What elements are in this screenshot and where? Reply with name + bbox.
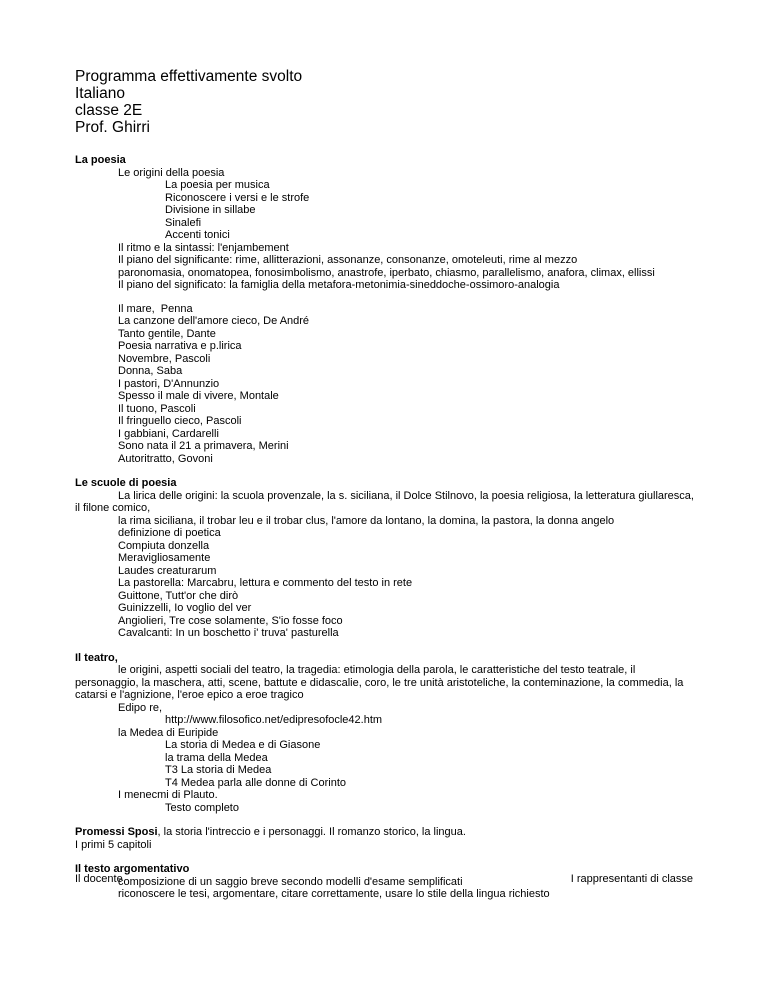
section-poesia xyxy=(75,154,695,465)
list-item: Testo completo xyxy=(165,801,239,814)
list-item: composizione di un saggio breve secondo modelli d'esame semplificati xyxy=(118,875,463,888)
section-description: , la storia l'intreccio e i personaggi. Il romanzo storico, la lingua. xyxy=(157,826,466,838)
section-title-scuole: Le scuole di poesia xyxy=(75,477,177,489)
section-title-poesia: La poesia xyxy=(75,154,126,166)
list-item: Spesso il male di vivere, Montale xyxy=(118,390,279,402)
document-header xyxy=(75,68,695,136)
list-item: Laudes creaturarum xyxy=(118,564,217,577)
list-item: la trama della Medea xyxy=(165,751,268,764)
program-title: Programma effettivamente svolto xyxy=(75,68,303,85)
list-item: I primi 5 capitoli xyxy=(75,838,152,851)
paragraph: le origini, aspetti sociali del teatro, la tragedia: etimologia della parola, le caratteristiche del testo teatrale, il personaggio, la maschera, atti, scene, battute e didascalie, coro, le tre unità aristoteliche, la conteminazione, la commedia, la catarsi e l'agnizione, l'eroe epico a eroe tragico xyxy=(75,664,684,701)
list-item: La poesia per musica xyxy=(165,179,270,191)
list-item: Sono nata il 21 a primavera, Merini xyxy=(118,440,289,452)
list-item: I pastori, D'Annunzio xyxy=(118,377,220,390)
list-item: Il mare, Penna xyxy=(118,302,193,315)
list-item: I menecmi di Plauto. xyxy=(118,789,218,801)
list-item: Il tuono, Pascoli xyxy=(118,402,196,415)
subject-label: Italiano xyxy=(75,85,125,102)
document-page xyxy=(75,68,695,901)
list-item: Divisione in sillabe xyxy=(165,204,256,216)
signature-footer xyxy=(75,873,693,885)
list-item: riconoscere le tesi, argomentare, citare correttamente, usare lo stile della lingua richiesto xyxy=(118,888,550,900)
list-item: Sinalefi xyxy=(165,216,202,229)
list-item: Guittone, Tutt'or che dirò xyxy=(118,589,239,602)
list-item: la Medea di Euripide xyxy=(118,726,219,739)
list-item: definizione di poetica xyxy=(118,527,221,539)
list-item: la rima siciliana, il trobar leu e il trobar clus, l'amore da lontano, la domina, la pastora, la donna angelo xyxy=(118,514,615,527)
section-title-argomentativo: Il testo argomentativo xyxy=(75,863,190,875)
section-title-teatro: Il teatro, xyxy=(75,651,118,664)
list-item: La canzone dell'amore cieco, De André xyxy=(118,315,310,327)
list-item: Cavalcanti: In un boschetto i' truva' pasturella xyxy=(118,627,339,639)
paragraph: La lirica delle origini: la scuola provenzale, la s. siciliana, il Dolce Stilnovo, la poesia religiosa, la letteratura giullaresca, il filone comico, xyxy=(75,489,694,514)
class-label: classe 2E xyxy=(75,102,143,119)
section-scuole xyxy=(75,477,695,640)
teacher-label: Prof. Ghirri xyxy=(75,119,150,136)
list-item: Guinizzelli, Io voglio del ver xyxy=(118,602,252,614)
list-item: Angiolieri, Tre cose solamente, S'io fosse foco xyxy=(118,614,343,627)
list-item: Meravigliosamente xyxy=(118,552,211,564)
list-item: Le origini della poesia xyxy=(118,166,225,179)
list-item: I gabbiani, Cardarelli xyxy=(118,427,219,440)
list-item: La pastorella: Marcabru, lettura e commento del testo in rete xyxy=(118,577,413,589)
list-item: Tanto gentile, Dante xyxy=(118,327,216,340)
list-item: Autoritratto, Govoni xyxy=(118,452,213,465)
list-item: Riconoscere i versi e le strofe xyxy=(165,191,310,204)
list-item: Novembre, Pascoli xyxy=(118,352,211,365)
list-item: Edipo re, xyxy=(118,701,163,714)
teacher-signature-label: Il docente xyxy=(75,873,123,885)
representatives-signature-label: I rappresentanti di classe xyxy=(570,873,693,885)
list-item: Compiuta donzella xyxy=(118,539,210,552)
list-item: Poesia narrativa e p.lirica xyxy=(118,340,242,352)
section-teatro xyxy=(75,652,695,815)
list-item: T4 Medea parla alle donne di Corinto xyxy=(165,776,347,789)
section-promessi-sposi xyxy=(75,826,695,851)
list-item: Il fringuello cieco, Pascoli xyxy=(118,415,242,427)
list-item: Accenti tonici xyxy=(165,229,230,241)
list-item: Donna, Saba xyxy=(118,365,183,377)
section-title-promessi-sposi: Promessi Sposi xyxy=(75,826,158,838)
list-item: Il piano del significato: la famiglia della metafora-metonimia-sineddoche-ossimoro-analogia xyxy=(118,279,560,291)
list-item: Il piano del significante: rime, allitterazioni, assonanze, consonanze, omoteleuti, rime al mezzo xyxy=(118,254,578,266)
list-item: Il ritmo e la sintassi: l'enjambement xyxy=(118,241,289,254)
list-item: paronomasia, onomatopea, fonosimbolismo, anastrofe, iperbato, chiasmo, parallelismo, anafora, climax, ellissi xyxy=(118,266,655,279)
url-link[interactable]: http://www.filosofico.net/edipresofocle42.htm xyxy=(165,714,383,726)
list-item: T3 La storia di Medea xyxy=(165,764,272,776)
list-item: La storia di Medea e di Giasone xyxy=(165,739,321,751)
paragraph xyxy=(75,826,695,839)
